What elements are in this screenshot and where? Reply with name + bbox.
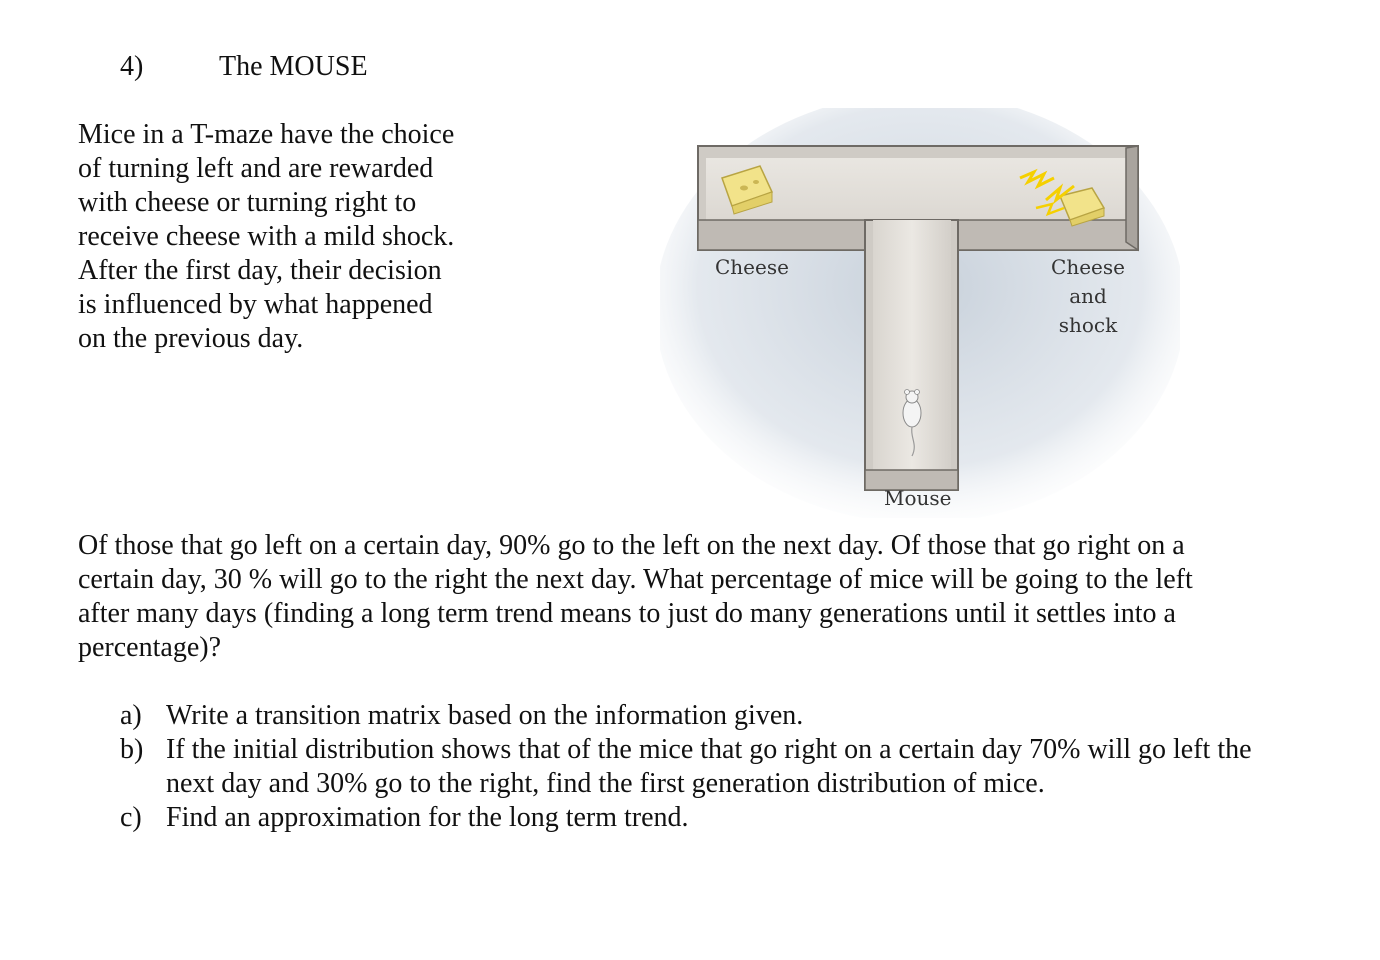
part-letter: c) xyxy=(120,802,142,833)
label-line: shock xyxy=(1058,313,1118,337)
t-maze-figure xyxy=(660,108,1180,518)
maze-right-end xyxy=(1126,146,1138,250)
intro-line: with cheese or turning right to xyxy=(78,187,417,218)
intro-line: of turning left and are rewarded xyxy=(78,153,434,184)
part-text xyxy=(166,733,1350,801)
intro-line: After the first day, their decision xyxy=(78,255,442,286)
part-line: If the initial distribution shows that of the mice that go right on a certain day 70% will go left the xyxy=(166,734,1252,765)
problem-number: 4) xyxy=(120,51,144,82)
question-line: certain day, 30 % will go to the right the next day. What percentage of mice will be going to the left xyxy=(78,564,1193,595)
intro-paragraph xyxy=(78,118,508,356)
intro-line: receive cheese with a mild shock. xyxy=(78,221,455,252)
intro-line: Mice in a T-maze have the choice xyxy=(78,119,455,150)
intro-line: on the previous day. xyxy=(78,323,304,354)
maze-stem-floor xyxy=(873,220,951,482)
maze-top-bar-front xyxy=(958,220,1138,250)
question-paragraph xyxy=(78,529,1338,665)
part-a xyxy=(120,699,1350,733)
part-b xyxy=(120,733,1350,801)
part-line: Write a transition matrix based on the information given. xyxy=(166,700,804,731)
part-line: Find an approximation for the long term trend. xyxy=(166,802,689,833)
label-line: Cheese xyxy=(1051,255,1125,279)
question-parts-list xyxy=(120,699,1350,835)
question-line: Of those that go left on a certain day, 90% go to the left on the next day. Of those that go right on a xyxy=(78,530,1185,561)
intro-line: is influenced by what happened xyxy=(78,289,433,320)
part-letter: a) xyxy=(120,700,142,731)
label-mouse: Mouse xyxy=(884,486,952,510)
question-line: after many days (finding a long term trend means to just do many generations until it settles into a xyxy=(78,598,1176,629)
maze-top-bar-front xyxy=(698,220,865,250)
part-c xyxy=(120,801,1350,835)
part-text xyxy=(166,699,1350,733)
label-line: and xyxy=(1069,284,1107,308)
question-line: percentage)? xyxy=(78,632,221,663)
part-line: next day and 30% go to the right, find the first generation distribution of mice. xyxy=(166,768,1045,799)
part-letter: b) xyxy=(120,734,144,765)
part-text xyxy=(166,801,1350,835)
label-cheese-and-shock xyxy=(1038,253,1138,340)
problem-title: The MOUSE xyxy=(219,51,368,82)
label-cheese: Cheese xyxy=(715,255,789,279)
